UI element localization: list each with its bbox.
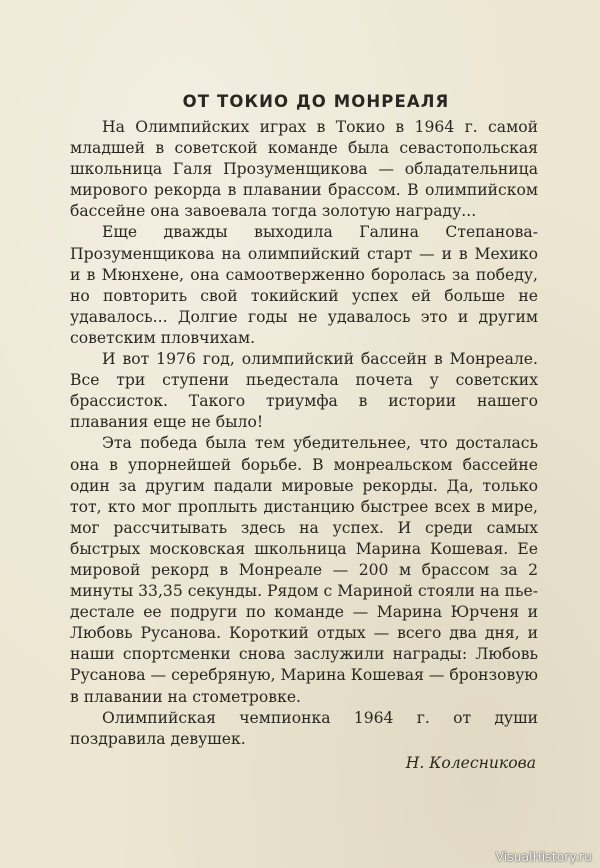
article-paragraph: Эта победа была тем убедительнее, что досталась она в упорнейшей борьбе. В монреальском бассейне один за другим падали мировые рекорды. Да, только тот, кто мог проплыть дистанцию быстрее всех в мире, мог рассчитывать здесь на успех. И среди самых быстрых московская школьница Марина Кошевая. Ее мировой рекорд в Монреале — 200 м брассом за 2 минуты 33,35 секунды. Рядом с Мариной стояли на пьедестале ее подруги по команде — Марина Юрченя и Любовь Русанова. Короткий отдых — всего два дня, и наши спортсменки снова заслужили награды: Любовь Русанова — серебряную, Марина Кошевая — бронзовую в плавании на стометровке.: [70, 434, 538, 706]
site-watermark: VisualHistory.ru: [495, 850, 592, 864]
article-container: [70, 92, 538, 772]
article-body: [70, 117, 538, 750]
author-signature: Н. Колесникова: [405, 753, 536, 772]
article-paragraph: Олимпийская чемпионка 1964 г. от души поздравила девушек.: [70, 708, 538, 748]
article-paragraph: Еще дважды выходила Галина Степанова-Прозуменщикова на олимпийский старт — и в Мехико и в Мюнхене, она самоотверженно боролась за победу, но повторить свой токийский успех ей больше не удавалось... Долгие годы не удавалось это и другим советским пловчихам.: [70, 223, 538, 347]
article-paragraph: На Олимпийских играх в Токио в 1964 г. самой младшей в советской команде была севастопольская школьница Галя Прозуменщикова — обладательница мирового рекорда в плавании брассом. В олимпийском бассейне она завоевала тогда золотую награду...: [70, 118, 538, 221]
article-title: ОТ ТОКИО ДО МОНРЕАЛЯ: [182, 92, 450, 111]
article-paragraph: И вот 1976 год, олимпийский бассейн в Монреале. Все три ступени пьедестала почета у советских брассисток. Такого триумфа в истории нашего плавания еще не было!: [70, 350, 538, 432]
